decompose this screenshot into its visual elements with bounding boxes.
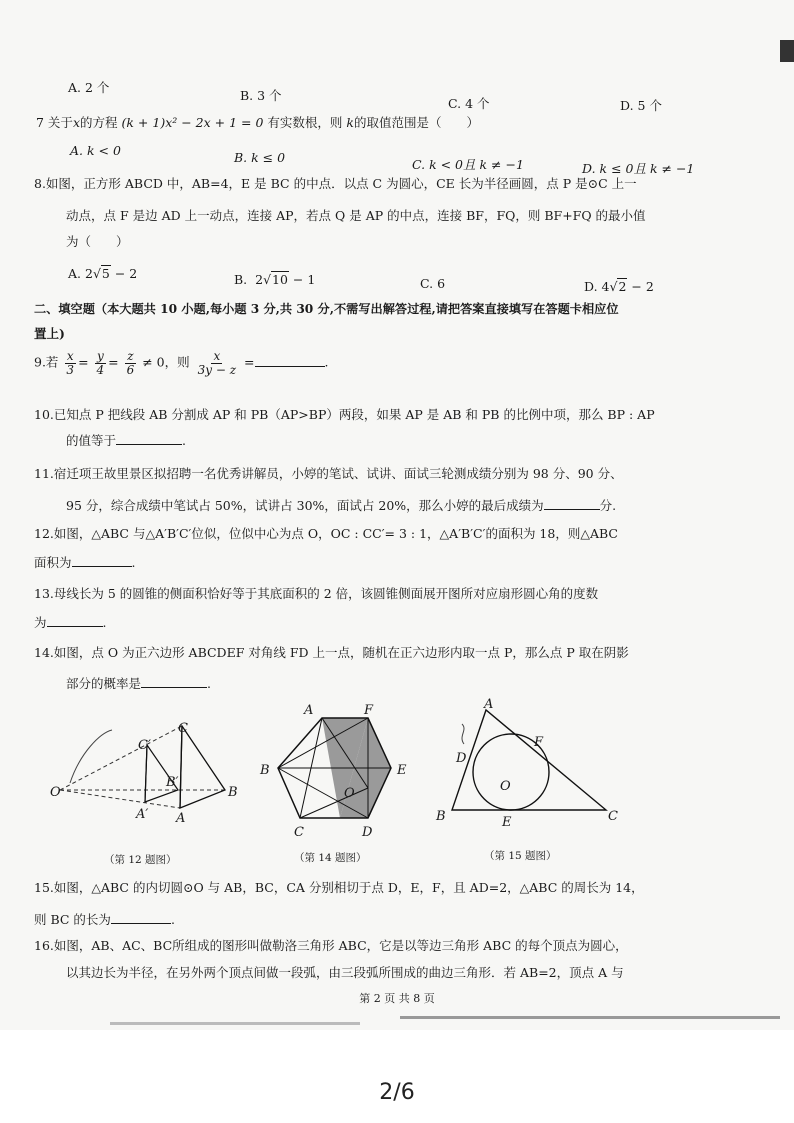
q6-option-c: C. 4 个	[448, 96, 490, 111]
q8-b-coef: 2	[255, 272, 264, 287]
q8-option-d: D. 4√2 − 2	[584, 279, 654, 294]
q8-b-radicand: 10	[272, 272, 288, 287]
question-9: 9.若 $\frac{x}{3}$ = $\frac{y}{4}$ = $\frac{z}{6}$ ≠ 0，则 $\frac{x}{3y - z}$ = .	[34, 349, 329, 377]
fig12-scribble	[70, 730, 112, 783]
fig12-label-b1: B′	[166, 775, 179, 790]
q10-line-1: 10.已知点 P 把线段 AB 分割成 AP 和 PB（AP>BP）两段，如果 AP 是 AB 和 PB 的比例中项，那么 BP : AP	[34, 407, 655, 422]
q12-answer-blank[interactable]	[72, 554, 132, 567]
fig14-label-e: E	[397, 763, 407, 778]
q8-b-tail: − 1	[288, 272, 316, 287]
fig15-label-e: E	[502, 815, 512, 830]
fig15-label-a: A	[484, 697, 494, 712]
q11-line-2-text: 95 分，综合成绩中笔试占 50%，试讲占 30%，面试占 20%，那么小婷的最后成绩为	[66, 498, 544, 513]
figure-14	[256, 700, 416, 842]
q13-line-1: 13.母线长为 5 的圆锥的侧面积恰好等于其底面积的 2 倍，该圆锥侧面展开图所对应扇形圆心角的度数	[34, 586, 599, 601]
q11-line-2	[66, 497, 616, 513]
fig12-edge-ca	[180, 726, 182, 808]
q8-d-coef: 4	[601, 279, 610, 294]
q12-end: .	[131, 555, 136, 570]
q8-option-b: B. 2√10 − 1	[234, 272, 316, 287]
fig12-label-b: B	[228, 785, 238, 800]
section-2-heading-line-1: 二、填空题（本大题共 10 小题,每小题 3 分,共 30 分,不需写出解答过程,请把答案直接填写在答题卡相应位	[34, 302, 619, 316]
q13-line-2-text: 为	[34, 615, 47, 630]
q14-answer-blank[interactable]	[141, 675, 207, 688]
fig15-caption: （第 15 题图）	[484, 850, 557, 862]
q16-line-2: 以其边长为半径，在另外两个顶点间做一段弧，由三段弧所围成的曲边三角形．若 AB=2，顶点 A 与	[66, 965, 624, 980]
q15-end: .	[170, 912, 175, 927]
q15-answer-blank[interactable]	[111, 911, 171, 924]
scan-smudge-right	[400, 1016, 780, 1019]
q10-line-2	[66, 432, 186, 448]
q9-end: .	[324, 354, 329, 370]
q8-line-2: 动点，点 F 是边 AD 上一动点，连接 AP，若点 Q 是 AP 的中点，连接 BF，FQ，则 BF+FQ 的最小值	[66, 208, 646, 223]
fig14-label-b: B	[260, 763, 270, 778]
q7-option-d: D. k ≤ 0且 k ≠ −1	[582, 161, 695, 176]
q6-option-a: A. 2 个	[68, 80, 110, 95]
q9-neq: ≠ 0，则	[142, 354, 190, 370]
q6-option-b: B. 3 个	[240, 88, 282, 103]
page-footer: 第 2 页 共 8 页	[359, 992, 435, 1005]
q9-fraction-x3: $\frac{x}{3}$	[66, 349, 75, 377]
fig12-edge-c1a1	[145, 745, 147, 802]
q13-answer-blank[interactable]	[47, 614, 103, 627]
fig12-triangle-a1b1c1	[145, 745, 178, 802]
q14-line-1: 14.如图，点 O 为正六边形 ABCDEF 对角线 FD 上一点，随机在正六边形内取一点 P，那么点 P 取在阴影	[34, 645, 629, 660]
scan-edge-mark	[780, 40, 794, 62]
q12-line-2-text: 面积为	[34, 555, 72, 570]
fig12-caption: （第 12 题图）	[104, 854, 177, 866]
figure-12	[50, 708, 250, 838]
q7-k: k	[346, 115, 354, 130]
q7-end: 的取值范围是（ ）	[354, 115, 480, 130]
q8-option-c: C. 6	[420, 276, 446, 291]
fig14-label-a: A	[304, 703, 314, 718]
q9-answer-blank[interactable]	[255, 354, 325, 367]
fig12-ray-oa	[60, 790, 180, 808]
q8-a-radicand: 5	[101, 266, 110, 281]
figure-15	[428, 694, 628, 832]
fig15-label-o: O	[500, 779, 511, 794]
q11-answer-blank[interactable]	[544, 497, 600, 510]
page-counter: 2/6	[379, 1080, 415, 1105]
fig14-label-o: O	[344, 786, 355, 801]
q7-prefix: 7 关于	[36, 115, 73, 130]
fig15-label-f: F	[534, 735, 544, 750]
q8-line-1: 8.如图，正方形 ABCD 中，AB=4，E 是 BC 的中点．以点 C 为圆心，CE 长为半径画圆，点 P 是⊙C 上一	[34, 176, 637, 191]
fig12-ray-oc	[60, 726, 182, 790]
fig12-triangle-abc	[180, 726, 225, 808]
q11-line-1: 11.宿迁项王故里景区拟招聘一名优秀讲解员，小婷的笔试、试讲、面试三轮测成绩分别为 98 分、90 分、	[34, 466, 623, 481]
q8-option-a: A. 2√5 − 2	[68, 266, 138, 281]
q8-line-3: 为（ ）	[66, 234, 129, 249]
q7-mid: 的方程	[80, 115, 118, 130]
q11-end: 分.	[599, 498, 617, 513]
fig12-label-a1: A′	[136, 807, 149, 822]
q7-option-a: A. k < 0	[70, 143, 121, 158]
fig12-label-o: O	[50, 785, 61, 800]
fig15-label-c: C	[608, 809, 618, 824]
q7-var: x	[72, 115, 80, 130]
q13-line-2	[34, 614, 107, 630]
q12-line-1: 12.如图，△ABC 与△A′B′C′位似，位似中心为点 O，OC : CC′= 3 : 1，△A′B′C′的面积为 18，则△ABC	[34, 526, 618, 541]
fig14-caption: （第 14 题图）	[294, 852, 367, 864]
q8-a-tail: − 2	[110, 266, 138, 281]
fig15-label-b: B	[436, 809, 446, 824]
fig12-label-a: A	[176, 811, 186, 826]
q6-option-d: D. 5 个	[620, 98, 662, 113]
fig14-label-d: D	[362, 825, 373, 840]
q14-end: .	[207, 676, 211, 691]
q10-answer-blank[interactable]	[116, 432, 182, 445]
fig14-label-c: C	[294, 825, 304, 840]
q7-option-b: B. k ≤ 0	[234, 150, 286, 165]
q16-line-1: 16.如图，AB、AC、BC所组成的图形叫做勒洛三角形 ABC，它是以等边三角形 ABC 的每个顶点为圆心，	[34, 938, 628, 953]
q7-suffix: 有实数根，则	[267, 115, 343, 130]
fig15-scribble	[462, 724, 464, 744]
fig15-label-d: D	[456, 751, 467, 766]
q13-end: .	[102, 615, 107, 630]
q8-d-label: D.	[584, 279, 598, 294]
q10-line-2-text: 的值等于	[66, 433, 117, 448]
question-7	[36, 115, 479, 130]
q12-line-2	[34, 554, 136, 570]
q9-fraction-y4: $\frac{y}{4}$	[96, 349, 105, 377]
q15-line-1: 15.如图，△ABC 的内切圆⊙O 与 AB，BC，CA 分别相切于点 D，E，F，且 AD=2，△ABC 的周长为 14，	[34, 880, 644, 895]
q15-line-2	[34, 911, 175, 927]
q9-fraction-z6: $\frac{z}{6}$	[126, 349, 135, 377]
q7-equation: (k + 1)x² − 2x + 1 = 0	[121, 115, 264, 130]
fig14-label-f: F	[364, 703, 374, 718]
q14-line-2	[66, 675, 211, 691]
q8-a-coef: 2	[85, 266, 93, 281]
q10-end: .	[182, 433, 186, 448]
q8-d-radicand: 2	[618, 279, 627, 294]
scan-smudge-left	[110, 1022, 360, 1025]
fig12-label-c1: C′	[138, 738, 151, 753]
q14-line-2-text: 部分的概率是	[66, 676, 142, 691]
q9-eq: =	[244, 354, 255, 370]
q9-fraction-target: $\frac{x}{3y - z}$	[197, 349, 237, 377]
q9-prefix: 9.若	[34, 354, 59, 370]
fig12-label-c: C	[178, 721, 188, 736]
section-2-heading-line-2: 置上)	[34, 326, 65, 341]
q8-b-label: B.	[234, 272, 248, 287]
q15-line-2-text: 则 BC 的长为	[34, 912, 111, 927]
q8-d-tail: − 2	[627, 279, 654, 294]
q7-option-c: C. k < 0且 k ≠ −1	[412, 157, 524, 172]
q8-a-label: A.	[68, 266, 82, 281]
